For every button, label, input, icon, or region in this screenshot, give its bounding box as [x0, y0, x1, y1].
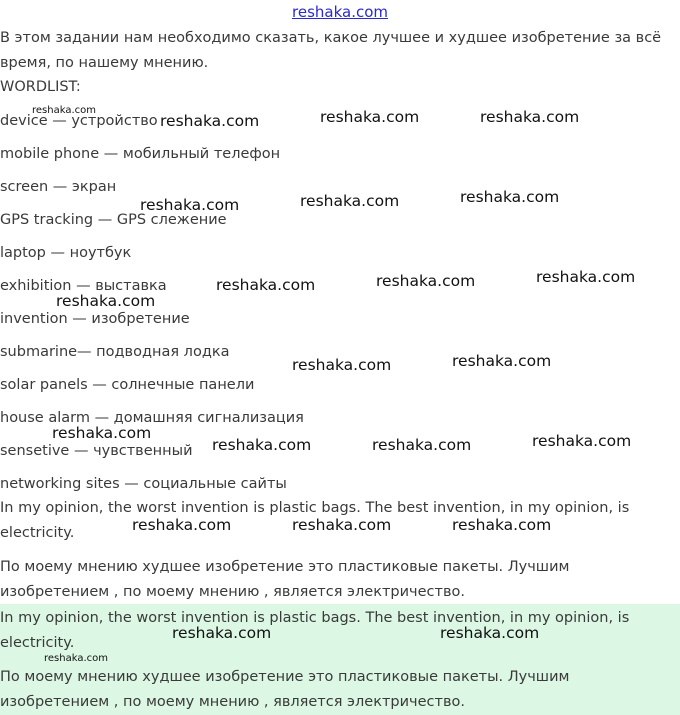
watermark: reshaka.com	[160, 112, 260, 130]
task-intro: В этом задании нам необходимо сказать, какое лучшее и худшее изобретение за всё время, по нашему мнению.	[0, 30, 662, 71]
watermark: reshaka.com	[32, 105, 96, 116]
watermark: reshaka.com	[292, 516, 392, 534]
watermark: reshaka.com	[460, 188, 560, 206]
site-header	[0, 0, 680, 24]
wordlist-item: exhibition — выставка	[0, 278, 167, 294]
answer-english-highlighted: In my opinion, the worst invention is plastic bags. The best invention, in my opinion, is electricity.	[0, 610, 630, 651]
wordlist-item: submarine— подводная лодка	[0, 344, 230, 360]
watermark: reshaka.com	[452, 352, 552, 370]
watermark: reshaka.com	[536, 268, 636, 286]
answer-russian-highlighted: По моему мнению худшее изобретение это пластиковые пакеты. Лучшим изобретением , по моему мнению , является электричество.	[0, 669, 570, 710]
watermark: reshaka.com	[376, 272, 476, 290]
wordlist-item: laptop — ноутбук	[0, 245, 132, 261]
watermark: reshaka.com	[372, 436, 472, 454]
watermark: reshaka.com	[212, 436, 312, 454]
watermark: reshaka.com	[452, 516, 552, 534]
wordlist-item: solar panels — солнечные панели	[0, 377, 255, 393]
wordlist-item: house alarm — домашняя сигнализация	[0, 410, 304, 426]
watermark: reshaka.com	[532, 432, 632, 450]
wordlist-item: GPS tracking — GPS слежение	[0, 212, 227, 228]
watermark: reshaka.com	[44, 653, 108, 664]
wordlist-item: screen — экран	[0, 179, 117, 195]
answer-english: In my opinion, the worst invention is plastic bags. The best invention, in my opinion, is electricity.	[0, 500, 630, 541]
wordlist-item: invention — изобретение	[0, 311, 190, 327]
watermark: reshaka.com	[292, 356, 392, 374]
wordlist-item: networking sites — социальные сайты	[0, 476, 287, 492]
watermark: reshaka.com	[140, 196, 240, 214]
watermark: reshaka.com	[480, 108, 580, 126]
answer-russian: По моему мнению худшее изобретение это пластиковые пакеты. Лучшим изобретением , по моему мнению , является электричество.	[0, 559, 570, 600]
wordlist-title: WORDLIST:	[0, 79, 81, 95]
watermark: reshaka.com	[56, 292, 156, 310]
watermark: reshaka.com	[440, 624, 540, 642]
watermark: reshaka.com	[132, 516, 232, 534]
watermark: reshaka.com	[300, 192, 400, 210]
watermark: reshaka.com	[52, 424, 152, 442]
wordlist-item: device — устройство	[0, 113, 158, 129]
wordlist-item: mobile phone — мобильный телефон	[0, 146, 281, 162]
site-link[interactable]: reshaka.com	[292, 3, 388, 21]
wordlist-item: sensetive — чувственный	[0, 443, 193, 459]
watermark: reshaka.com	[172, 624, 272, 642]
watermark: reshaka.com	[320, 108, 420, 126]
watermark: reshaka.com	[216, 276, 316, 294]
